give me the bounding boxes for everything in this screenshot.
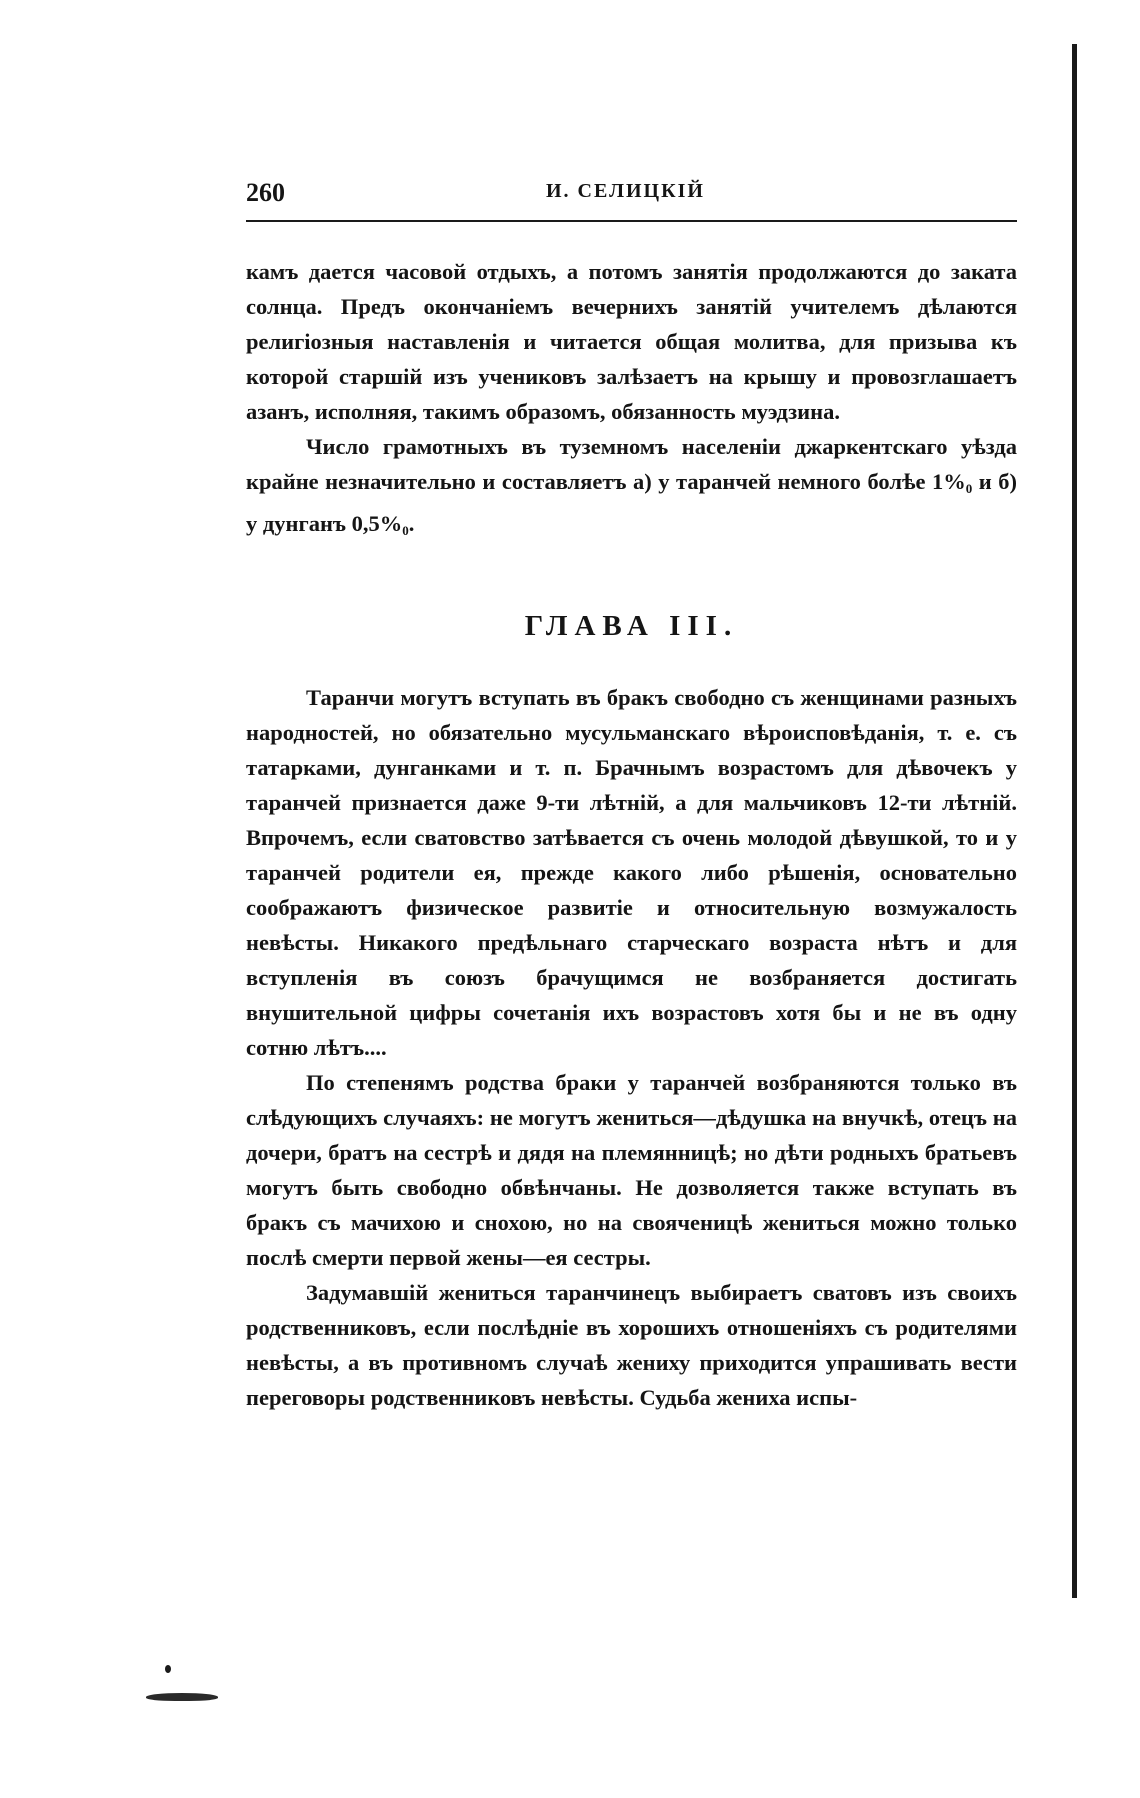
percent-subscript-2: 0 <box>402 523 409 538</box>
chapter-title: ГЛАВА III. <box>524 610 739 642</box>
text-block-bottom <box>246 680 1017 1415</box>
literacy-text-end: . <box>408 511 415 536</box>
percent-sign-2: % <box>379 511 403 536</box>
page-header <box>246 172 1017 222</box>
text-block-top <box>246 254 1017 548</box>
paragraph-matchmaking: Задумавшій жениться таранчинецъ выбираетъ сватовъ изъ своихъ родственниковъ, если послѣдніе въ хорошихъ отношеніяхъ съ родителями невѣсты, а въ противномъ случаѣ жениху приходится упрашивать вести переговоры родственниковъ невѣсты. Судьба жениха испы- <box>246 1280 1017 1410</box>
paragraph-literacy <box>246 429 1017 548</box>
ink-smudge <box>146 1693 218 1701</box>
paragraph-kinship: По степенямъ родства браки у таранчей возбраняются только въ слѣдующихъ случаяхъ: не могутъ жениться—дѣдушка на внучкѣ, отецъ на дочери, братъ на сестрѣ и дядя на племянницѣ; но дѣти родныхъ братьевъ могутъ быть свободно обвѣнчаны. Не дозволяется также вступать въ бракъ съ мачихою и снохою, но на свояченицѣ жениться можно только послѣ смерти первой жены—ея сестры. <box>246 1070 1017 1270</box>
literacy-text-b: и б) у дунганъ 0,5 <box>246 469 1017 536</box>
scan-edge-line <box>1072 44 1077 1598</box>
running-head: И. СЕЛИЦКІЙ <box>546 180 705 202</box>
literacy-text-a: Число грамотныхъ въ туземномъ населеніи джаркентскаго уѣзда крайне незначительно и составляетъ а) у таранчей немного болѣе 1 <box>246 434 1017 494</box>
paragraph-continuation: камъ дается часовой отдыхъ, а потомъ занятія продолжаются до заката солнца. Предъ окончаніемъ вечернихъ занятій учителемъ дѣлаются религіозныя наставленія и читается общая молитва, для призыва къ которой старшій изъ учениковъ залѣзаетъ на крышу и провозглашаетъ азанъ, исполняя, такимъ образомъ, обязанность муэдзина. <box>246 259 1017 424</box>
percent-sign: % <box>943 469 966 494</box>
ink-speck <box>165 1665 171 1673</box>
page-number: 260 <box>246 178 285 207</box>
paragraph-marriage: Таранчи могутъ вступать въ бракъ свободно съ женщинами разныхъ народностей, но обязательно мусульманскаго вѣроисповѣданія, т. е. съ татарками, дунганками и т. п. Брачнымъ возрастомъ для дѣвочекъ у таранчей признается даже 9-ти лѣтній, а для мальчиковъ 12-ти лѣтній. Впрочемъ, если сватовство затѣвается съ очень молодой дѣвушкой, то и у таранчей родители ея, прежде какого либо рѣшенія, основательно соображаютъ физическое развитіе и относительную возмужалость невѣсты. Никакого предѣльнаго старческаго возраста нѣтъ и для вступленія въ союзъ брачущимся не возбраняется достигать внушительной цифры сочетанія ихъ возрастовъ хотя бы и не въ одну сотню лѣтъ.... <box>246 685 1017 1060</box>
percent-subscript: 0 <box>965 481 973 496</box>
